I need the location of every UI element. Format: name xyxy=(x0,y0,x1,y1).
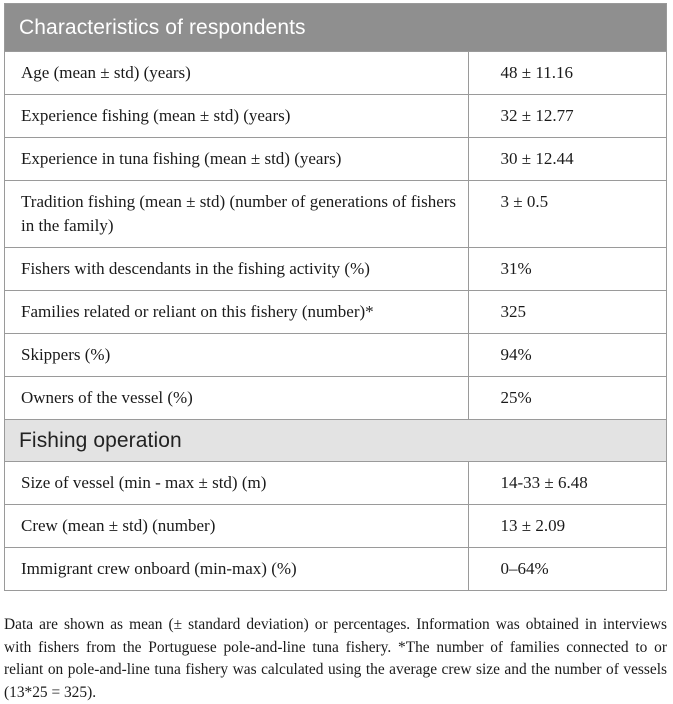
row-label: Immigrant crew onboard (min-max) (%) xyxy=(5,548,468,591)
section-title: Fishing operation xyxy=(5,420,666,462)
table-row xyxy=(5,95,666,138)
row-label: Tradition fishing (mean ± std) (number of generations of fishers in the family) xyxy=(5,181,468,248)
row-label: Families related or reliant on this fishery (number)* xyxy=(5,291,468,334)
table-row xyxy=(5,377,666,420)
respondents-table xyxy=(4,3,667,591)
section-title: Characteristics of respondents xyxy=(5,4,666,52)
table-row xyxy=(5,548,666,591)
table-footnote: Data are shown as mean (± standard deviation) or percentages. Information was obtained in interviews with fishers from the Portuguese pole-and-line tuna fishery. *The number of families connected to or reliant on pole-and-line tuna fishery was calculated using the average crew size and the number of vessels (13*25 = 325). xyxy=(4,616,667,701)
row-label: Crew (mean ± std) (number) xyxy=(5,505,468,548)
table-row xyxy=(5,334,666,377)
table-row xyxy=(5,462,666,505)
row-value: 325 xyxy=(468,291,666,334)
row-value: 0–64% xyxy=(468,548,666,591)
row-label: Experience fishing (mean ± std) (years) xyxy=(5,95,468,138)
row-label: Skippers (%) xyxy=(5,334,468,377)
table-row xyxy=(5,138,666,181)
row-value: 32 ± 12.77 xyxy=(468,95,666,138)
row-value: 14-33 ± 6.48 xyxy=(468,462,666,505)
table-row xyxy=(5,291,666,334)
section-header-respondents xyxy=(5,4,666,52)
row-label: Owners of the vessel (%) xyxy=(5,377,468,420)
table-row xyxy=(5,248,666,291)
data-table xyxy=(5,4,666,590)
row-value: 48 ± 11.16 xyxy=(468,52,666,95)
row-value: 30 ± 12.44 xyxy=(468,138,666,181)
row-value: 94% xyxy=(468,334,666,377)
row-label: Size of vessel (min - max ± std) (m) xyxy=(5,462,468,505)
row-label: Experience in tuna fishing (mean ± std) (years) xyxy=(5,138,468,181)
row-value: 25% xyxy=(468,377,666,420)
row-label: Fishers with descendants in the fishing activity (%) xyxy=(5,248,468,291)
row-value: 31% xyxy=(468,248,666,291)
section-header-fishing-operation xyxy=(5,420,666,462)
row-value: 3 ± 0.5 xyxy=(468,181,666,248)
table-row xyxy=(5,505,666,548)
row-value: 13 ± 2.09 xyxy=(468,505,666,548)
table-row xyxy=(5,52,666,95)
row-label: Age (mean ± std) (years) xyxy=(5,52,468,95)
table-row xyxy=(5,181,666,248)
